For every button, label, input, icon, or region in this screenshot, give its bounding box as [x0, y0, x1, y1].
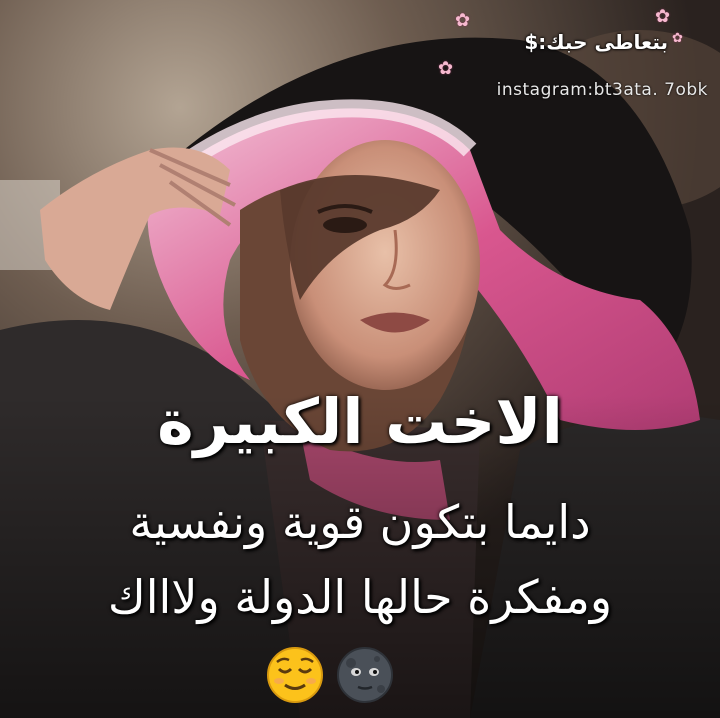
flower-decoration-icon: ✿ — [438, 58, 454, 78]
quote-line-1: دايما بتكون قوية ونفسية — [129, 495, 591, 549]
quote-line-2: ومفكرة حالها الدولة ولاااك — [107, 570, 613, 624]
flower-decoration-icon: ✿ — [455, 10, 471, 30]
instagram-handle: instagram:bt3ata. 7obk — [496, 80, 708, 100]
new-moon-face-icon — [338, 648, 392, 702]
emoji-row — [265, 645, 405, 705]
flower-decoration-icon: ✿ — [655, 6, 671, 26]
quote-title: الاخت الكبيرة — [157, 385, 563, 458]
flower-decoration-icon: ✿ — [672, 30, 683, 45]
brand-watermark: بتعاطى حبك:$ — [524, 30, 668, 54]
relieved-face-icon — [268, 648, 322, 702]
